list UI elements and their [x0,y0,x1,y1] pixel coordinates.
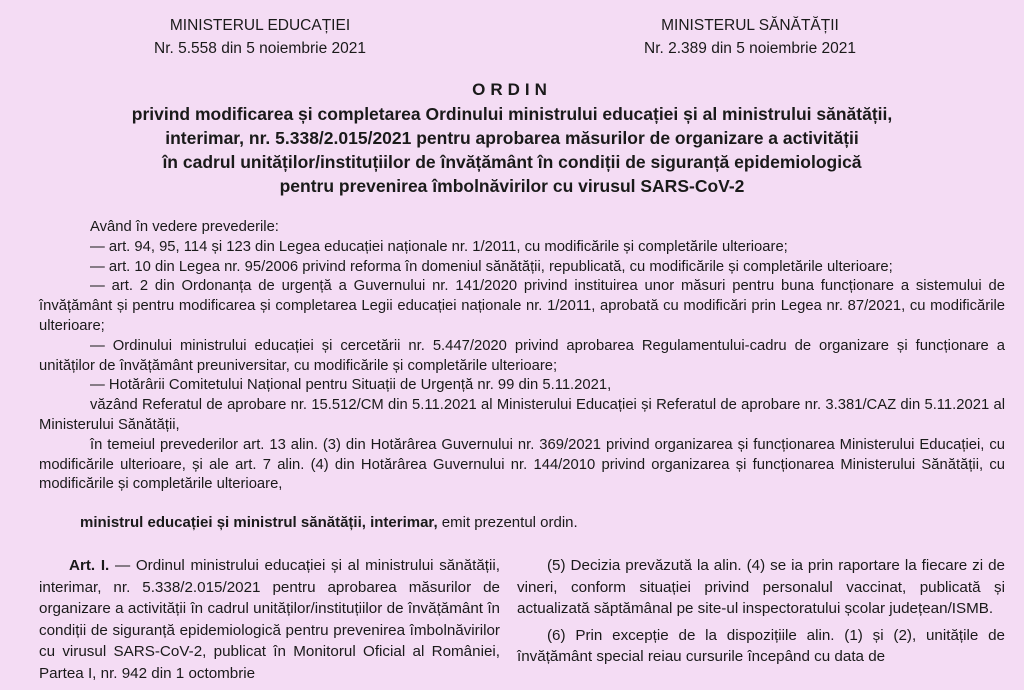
issuer-line [80,514,578,531]
header-right [610,14,890,60]
article-label: Art. I. [69,557,110,574]
preamble-paragraph: — Ordinului ministrului educației și cercetării nr. 5.447/2020 privind aprobarea Regulamentului-cadru de organizare și funcționare a unităților de învățământ preuniversitar, cu modificările și completările ulterioare; [39,337,1005,374]
title-line-4: pentru prevenirea îmbolnăvirilor cu virusul SARS-CoV-2 [279,176,745,196]
document-title [40,78,984,198]
title-line-2: interimar, nr. 5.338/2.015/2021 pentru aprobarea măsurilor de organizare a activității [165,128,859,148]
ministry-education-name: MINISTERUL EDUCAȚIEI [169,17,351,34]
ministry-education-number: Nr. 5.558 din 5 noiembrie 2021 [154,40,366,57]
title-line-1: privind modificarea și completarea Ordinului ministrului educației și al ministrului sănătății, [131,104,893,124]
article-one [39,555,500,685]
left-column [39,555,500,690]
paragraph-6: (6) Prin excepție de la dispozițiile alin. (1) și (2), unitățile de învățământ special reiau cursurile începând cu data de [517,626,1005,666]
preamble-paragraph: — Hotărârii Comitetului Național pentru Situații de Urgență nr. 99 din 5.11.2021, [90,377,612,394]
preamble-paragraph: în temeiul prevederilor art. 13 alin. (3) din Hotărârea Guvernului nr. 369/2021 privind organizarea și funcționarea Ministerului Educației, cu modificările ulterioare, și ale art. 7 alin. (4) din Hotărârea Guvernului nr. 144/2010 privind organizarea și funcționarea Ministerului Sănătății, cu modificările și completările ulterioare, [39,436,1005,493]
preamble-paragraph: — art. 10 din Legea nr. 95/2006 privind reforma în domeniul sănătății, republicată, cu modificările și completările ulterioare; [90,258,893,275]
preamble-paragraph: Având în vedere prevederile: [90,219,279,235]
title-line-3: în cadrul unităților/instituțiilor de învățământ în condiții de siguranță epidemiologică [162,152,862,172]
preamble-paragraph: — art. 94, 95, 114 și 123 din Legea educației naționale nr. 1/2011, cu modificările și completările ulterioare; [90,238,788,255]
right-column [517,555,1005,673]
issuer-rest: emit prezentul ordin. [437,514,578,531]
ordin-heading: ORDIN [472,80,552,99]
issuer-bold: ministrul educației și ministrul sănătății, interimar, [80,514,438,531]
preamble-paragraph: — art. 2 din Ordonanța de urgență a Guvernului nr. 141/2020 privind instituirea unor măsuri pentru buna funcționare a sistemului de învățământ și pentru modificarea și completarea Legii educației naționale nr. 1/2011, aprobată cu modificări prin Legea nr. 87/2021, cu modificările ulterioare; [39,278,1005,334]
ministry-health-number: Nr. 2.389 din 5 noiembrie 2021 [644,40,856,57]
preamble [39,218,1005,495]
header-left [120,14,400,60]
article-text: — Ordinul ministrului educației și al ministrului sănătății, interimar, nr. 5.338/2.015/2021 pentru aprobarea măsurilor de organizare a activității în cadrul unităților/instituțiilor de învățământ în condiții de siguranță epidemiologică pentru prevenirea îmbolnăvirilor cu virusul SARS-CoV-2, publicat în Monitorul Oficial al României, Partea I, nr. 942 din 1 octombrie [39,557,500,682]
ministry-health-name: MINISTERUL SĂNĂTĂȚII [661,17,839,34]
paragraph-5: (5) Decizia prevăzută la alin. (4) se ia prin raportare la fiecare zi de vineri, conform situației privind personalul vaccinat, publicată și actualizată săptămânal pe site-ul inspectoratului școlar județean/ISMB. [517,557,1005,618]
preamble-paragraph: văzând Referatul de aprobare nr. 15.512/CM din 5.11.2021 al Ministerului Educației și Referatul de aprobare nr. 3.381/CAZ din 5.11.2021 al Ministerului Sănătății, [39,397,1005,433]
